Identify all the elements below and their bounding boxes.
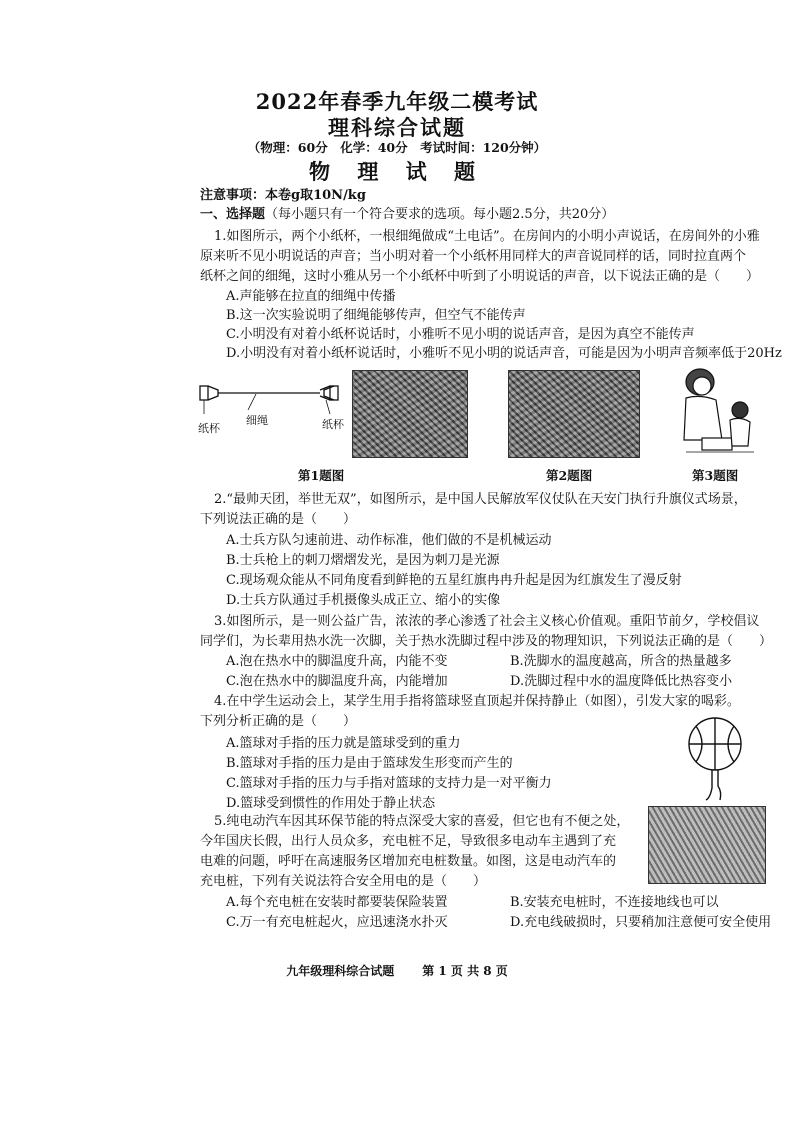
cup-left-rim: [208, 386, 218, 400]
q5-option-d: D.充电线破损时，只要稍加注意便可安全使用: [510, 915, 772, 930]
q1-line-1: 1.如图所示，两个小纸杯，一根细绳做成“土电话”。在房间内的小明小声说话，在房间外的小雅: [214, 229, 760, 244]
score-info: （物理：60分 化学：40分 考试时间：120分钟）: [247, 140, 547, 155]
q4-line-1: 4.在中学生运动会上，某学生用手指将篮球竖直顶起并保持静止（如图），引发大家的喝彩。: [214, 694, 740, 709]
child-head: [732, 402, 748, 418]
elder-face: [693, 377, 711, 395]
q2-line-2: 下列说法正确的是（ ）: [200, 512, 357, 527]
part1-heading-line: [200, 205, 614, 224]
q1-option-d: D.小明没有对着小纸杯说话时，小雅听不见小明的说话声音，可能是因为小明声音频率低于20Hz: [226, 346, 782, 361]
fig3-foot-washing-illustration: [676, 364, 760, 456]
q1-option-c: C.小明没有对着小纸杯说话时，小雅听不见小明的说话声音，是因为真空不能传声: [226, 327, 695, 342]
q3-option-a: A.泡在热水中的脚温度升高，内能不变: [226, 654, 448, 669]
fig1-caption: 第1题图: [298, 468, 345, 483]
label-string: 细绳: [246, 414, 268, 427]
section-title: 物 理 试 题: [309, 159, 485, 184]
label-cup-right: 纸杯: [322, 418, 344, 431]
q5-option-b: B.安装充电桩时，不连接地线也可以: [510, 895, 719, 910]
cup-left-shape: [200, 386, 208, 400]
q2-option-d: D.士兵方队通过手机摄像头成正立、缩小的实像: [226, 593, 501, 608]
q3-line-1: 3.如图所示，是一则公益广告，浓浓的孝心渗透了社会主义核心价值观。重阳节前夕，学校倡议: [214, 614, 760, 629]
q4-line-2: 下列分析正确的是（ ）: [200, 714, 357, 729]
q4-option-a: A.篮球对手指的压力就是篮球受到的重力: [226, 736, 461, 751]
notice: 注意事项：本卷g取10N/kg: [200, 188, 366, 203]
fig3-caption: 第3题图: [692, 468, 739, 483]
q1-line-3: 纸杯之间的细绳，这时小雅从另一个小纸杯中听到了小明说话的声音，以下说法正确的是（ ）: [200, 269, 760, 284]
part1-desc: （每小题只有一个符合要求的选项。每小题2.5分，共20分）: [265, 207, 615, 222]
part1-heading: 一、选择题: [200, 207, 266, 222]
label-cup-left: 纸杯: [198, 422, 220, 435]
cup-right-shape: [330, 386, 338, 400]
q3-option-b: B.洗脚水的温度越高，所含的热量越多: [510, 654, 732, 669]
q1-line-2: 原来听不见小明说话的声音；当小明对着一个小纸杯用同样大的声音说同样的话，同时拉直两个: [200, 249, 747, 264]
wash-basin: [702, 438, 732, 450]
fig2-caption: 第2题图: [546, 468, 593, 483]
exam-title: 2022年春季九年级二模考试: [255, 89, 539, 114]
fig5-charging-pile-photo: [648, 806, 766, 884]
q5-line-3: 电难的问题，呼吁在高速服务区增加充电桩数量。如图，这是电动汽车的: [200, 854, 617, 869]
child-body: [730, 418, 750, 446]
q5-line-4: 充电桩，下列有关说法符合安全用电的是（ ）: [200, 874, 487, 889]
q3-option-c: C.泡在热水中的脚温度升高，内能增加: [226, 674, 448, 689]
q2-option-c: C.现场观众能从不同角度看到鲜艳的五星红旗冉冉升起是因为红旗发生了漫反射: [226, 573, 682, 588]
elder-body: [684, 396, 722, 440]
q5-option-c: C.万一有充电桩起火，应迅速浇水扑灭: [226, 915, 448, 930]
basketball-on-finger-figure: [682, 714, 748, 804]
exam-subtitle: 理科综合试题: [328, 115, 466, 140]
q2-option-a: A.士兵方队匀速前进、动作标准，他们做的不是机械运动: [226, 533, 552, 548]
q2-option-b: B.士兵枪上的刺刀熠熠发光，是因为刺刀是光源: [226, 553, 500, 568]
q1-option-a: A.声能够在拉直的细绳中传播: [226, 289, 396, 304]
q2-line-1: 2.“最帅天团，举世无双”，如图所示，是中国人民解放军仪仗队在天安门执行升旗仪式场景，: [214, 492, 747, 507]
q3-option-d: D.洗脚过程中水的温度降低比热容变小: [510, 674, 733, 689]
page-footer: [0, 962, 794, 979]
finger-hand-shape: [706, 770, 721, 800]
q4-option-b: B.篮球对手指的压力是由于篮球发生形变而产生的: [226, 756, 513, 771]
q4-option-d: D.篮球受到惯性的作用处于静止状态: [226, 796, 436, 811]
fig1-photo: [352, 370, 468, 458]
q5-line-1: 5.纯电动汽车因其环保节能的特点深受大家的喜爱，但它也有不便之处，: [214, 814, 630, 829]
footer-page-number: 第 1 页 共 8 页: [422, 964, 508, 978]
q4-option-c: C.篮球对手指的压力与手指对篮球的支持力是一对平衡力: [226, 776, 552, 791]
q3-line-2: 同学们，为长辈用热水洗一次脚，关于热水洗脚过程中涉及的物理知识，下列说法正确的是（ ）: [200, 634, 773, 649]
q5-line-2: 今年国庆长假，出行人员众多，充电桩不足，导致很多电动车主遇到了充: [200, 834, 617, 849]
fig2-honor-guard-photo: [508, 370, 640, 458]
q5-option-a: A.每个充电桩在安装时都要装保险装置: [226, 895, 448, 910]
footer-exam-name: 九年级理科综合试题: [286, 964, 395, 978]
q1-option-b: B.这一次实验说明了细绳能够传声，但空气不能传声: [226, 308, 526, 323]
